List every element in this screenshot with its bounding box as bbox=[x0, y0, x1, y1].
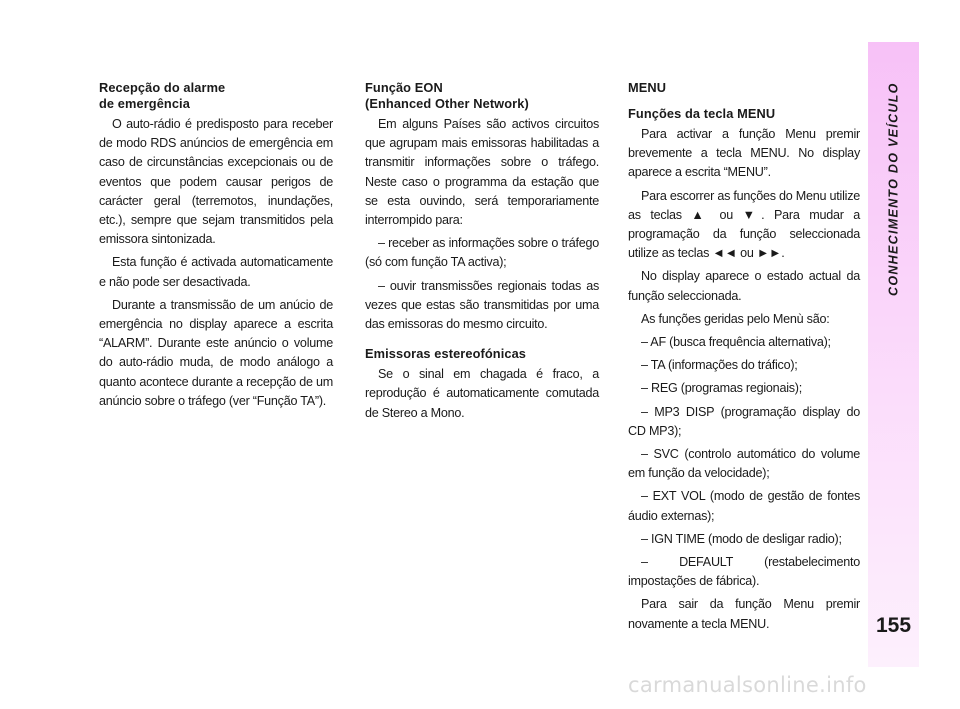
column-eon bbox=[365, 80, 599, 427]
heading-menu-key-functions: Funções da tecla MENU bbox=[628, 106, 776, 121]
paragraph: Em alguns Países são activos circuitos que agrupam mais emissoras habilitadas a transmitir informações sobre o tráfego. Neste caso o programma da estação que se esta ouvindo, será temporariamente interrompido para: bbox=[365, 117, 599, 228]
paragraph: As funções geridas pelo Menù são: bbox=[641, 311, 830, 326]
paragraph: Durante a transmissão de um anúcio de emergência no display aparece a escrita “ALARM”. Durante este anúncio o volume do auto-rádio muda, de modo análogo a quanto acontece durante a recepção de um anúncio sobre o tráfego (ver “Função TA”). bbox=[99, 297, 333, 408]
list-item: – EXT VOL (modo de gestão de fontes áudio externas); bbox=[628, 489, 860, 523]
heading-menu: MENU bbox=[628, 80, 667, 95]
paragraph: O auto-rádio é predisposto para receber de modo RDS anúncios de emergência em caso de circunstâncias excepcionais ou de eventos que podem causar perigos de carácter geral (terremotos, inundações, etc.), sempre que sejam transmitidos pela emissora sintonizada. bbox=[99, 117, 333, 247]
list-item: – TA (informações do tráfico); bbox=[641, 358, 798, 373]
list-item: – MP3 DISP (programação display do CD MP3); bbox=[628, 404, 860, 438]
section-title: CONHECIMENTO DO VEÍCULO bbox=[886, 82, 901, 296]
paragraph: Para escorrer as funções do Menu utilize as teclas ▲ ou ▼. Para mudar a programação da função seleccionada utilize as teclas ◄◄ ou ►►. bbox=[628, 188, 860, 261]
list-item: – AF (busca frequência alternativa); bbox=[641, 335, 831, 350]
page-number: 155 bbox=[875, 614, 912, 637]
column-menu bbox=[628, 80, 860, 638]
list-item: – REG (programas regionais); bbox=[641, 381, 802, 396]
heading-emergency-alarm-line2: de emergência bbox=[99, 96, 190, 111]
watermark-text: carmanualsonline.info bbox=[628, 673, 867, 697]
section-sidebar bbox=[868, 42, 919, 667]
heading-eon-line2: (Enhanced Other Network) bbox=[365, 96, 529, 111]
heading-stereo-stations: Emissoras estereofónicas bbox=[365, 346, 527, 362]
list-item: – IGN TIME (modo de desligar radio); bbox=[641, 531, 842, 546]
list-item: – DEFAULT (restabelecimento impostações de fábrica). bbox=[628, 555, 860, 589]
list-item: – SVC (controlo automático do volume em função da velocidade); bbox=[628, 447, 860, 481]
heading-eon bbox=[365, 80, 599, 112]
heading-emergency-alarm-line1: Recepção do alarme bbox=[99, 80, 226, 95]
paragraph: – receber as informações sobre o tráfego (só com função TA activa); bbox=[365, 236, 599, 270]
paragraph: Esta função é activada automaticamente e não pode ser desactivada. bbox=[99, 255, 333, 289]
paragraph: Para sair da função Menu premir novamente a tecla MENU. bbox=[628, 597, 860, 631]
heading-eon-line1: Função EON bbox=[365, 80, 443, 95]
paragraph: – ouvir transmissões regionais todas as vezes que estas são transmitidas por uma das emissoras do mesmo circuito. bbox=[365, 278, 599, 332]
paragraph: No display aparece o estado actual da função seleccionada. bbox=[628, 269, 860, 303]
column-alarm bbox=[99, 80, 333, 415]
paragraph: Se o sinal em chagada é fraco, a reprodução é automaticamente comutada de Stereo a Mono. bbox=[365, 367, 599, 420]
paragraph: Para activar a função Menu premir brevemente a tecla MENU. No display aparece a escrita “MENU”. bbox=[628, 127, 860, 180]
heading-emergency-alarm bbox=[99, 80, 333, 112]
